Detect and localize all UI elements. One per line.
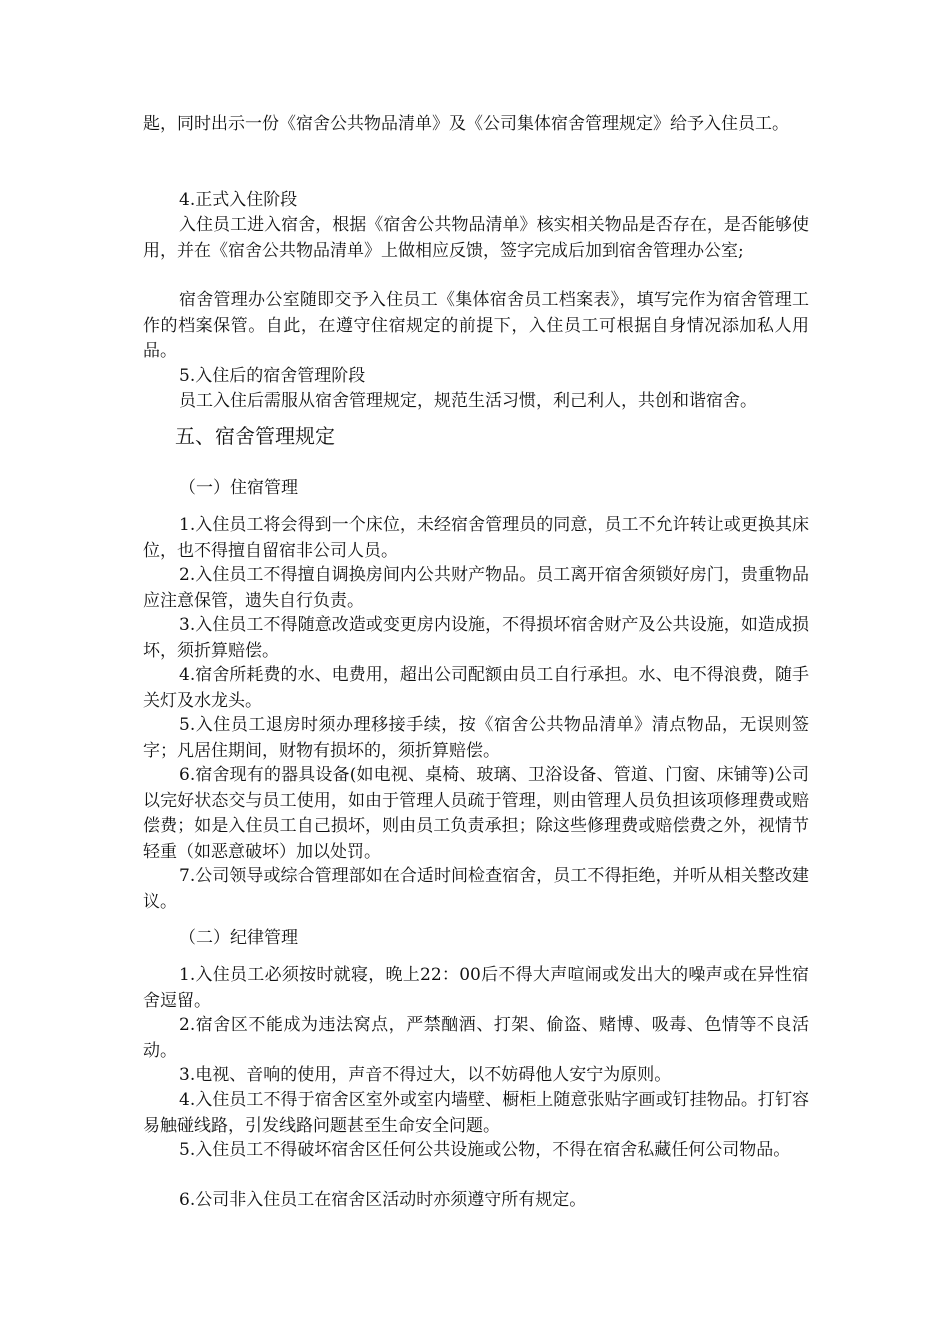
rule-2-6: 6.公司非入住员工在宿舍区活动时亦须遵守所有规定。 — [179, 1190, 587, 1210]
stage5-paragraph-1: 员工入住后需服从宿舍管理规定，规范生活习惯，利己利人，共创和谐宿舍。 — [179, 391, 757, 411]
rule-1-3: 3.入住员工不得随意改造或变更房内设施，不得损坏宿舍财产及公共设施，如造成损坏，须折算赔偿。 — [143, 615, 809, 661]
intro-paragraph: 匙，同时出示一份《宿舍公共物品清单》及《公司集体宿舍管理规定》给予入住员工。 — [143, 114, 789, 134]
rule-2-2: 2.宿舍区不能成为违法窝点，严禁酗酒、打架、偷盗、赌博、吸毒、色情等不良活动。 — [143, 1015, 809, 1061]
stage4-paragraph-1: 入住员工进入宿舍，根据《宿舍公共物品清单》核实相关物品是否存在，是否能够使用，并在《宿舍公共物品清单》上做相应反馈，签字完成后加到宿舍管理办公室; — [143, 215, 809, 261]
stage4-paragraph-2: 宿舍管理办公室随即交予入住员工《集体宿舍员工档案表》，填写完作为宿舍管理工作的档案保管。自此，在遵守住宿规定的前提下，入住员工可根据自身情况添加私人用品。 — [143, 290, 809, 361]
subsection-2-heading: （二）纪律管理 — [179, 928, 298, 948]
subsection-1-heading: （一）住宿管理 — [179, 478, 298, 498]
rule-1-7: 7.公司领导或综合管理部如在合适时间检查宿舍，员工不得拒绝，并听从相关整改建议。 — [143, 866, 809, 912]
rule-1-6: 6.宿舍现有的器具设备(如电视、桌椅、玻璃、卫浴设备、管道、门窗、床铺等)公司以完好状态交与员工使用，如由于管理人员疏于管理，则由管理人员负担该项修理费或赔偿费；如是入住员工自己损坏，则由员工负责承担；除这些修理费或赔偿费之外，视情节轻重（如恶意破坏）加以处罚。 — [143, 765, 809, 862]
rule-1-5: 5.入住员工退房时须办理移接手续，按《宿舍公共物品清单》清点物品，无误则签字；凡居住期间，财物有损坏的，须折算赔偿。 — [143, 715, 809, 761]
rule-2-3: 3.电视、音响的使用，声音不得过大，以不妨碍他人安宁为原则。 — [179, 1065, 672, 1085]
rule-1-4: 4.宿舍所耗费的水、电费用，超出公司配额由员工自行承担。水、电不得浪费，随手关灯及水龙头。 — [143, 665, 809, 711]
rule-1-1: 1.入住员工将会得到一个床位，未经宿舍管理员的同意，员工不允许转让或更换其床位，也不得擅自留宿非公司人员。 — [143, 515, 809, 561]
section-5-heading: 五、宿舍管理规定 — [175, 424, 335, 448]
rule-2-1: 1.入住员工必须按时就寝，晚上22：00后不得大声喧闹或发出大的噪声或在异性宿舍逗留。 — [143, 965, 809, 1011]
rule-2-4: 4.入住员工不得于宿舍区室外或室内墙壁、橱柜上随意张贴字画或钉挂物品。打钉容易触碰线路，引发线路问题甚至生命安全问题。 — [143, 1090, 809, 1136]
stage4-heading: 4.正式入住阶段 — [179, 190, 298, 210]
rule-2-5: 5.入住员工不得破坏宿舍区任何公共设施或公物，不得在宿舍私藏任何公司物品。 — [179, 1140, 791, 1160]
stage5-heading: 5.入住后的宿舍管理阶段 — [179, 366, 366, 386]
rule-1-2: 2.入住员工不得擅自调换房间内公共财产物品。员工离开宿舍须锁好房门，贵重物品应注意保管，遗失自行负责。 — [143, 565, 809, 611]
